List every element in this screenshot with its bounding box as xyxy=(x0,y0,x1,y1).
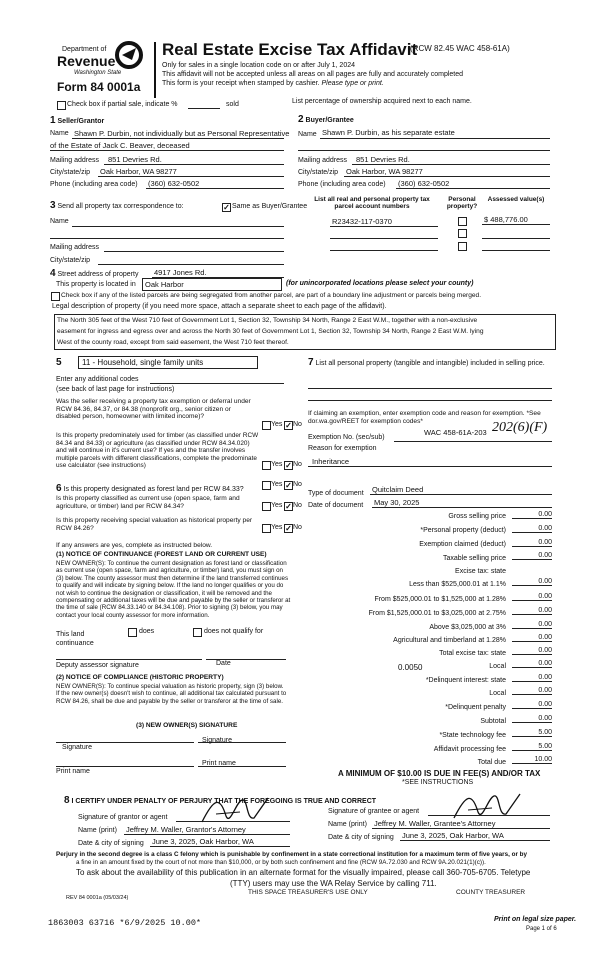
accessibility-line-1: To ask about the availability of this publication in an alternate format for the visually impaired, please call 360-705-6705. Teletype xyxy=(76,868,531,877)
s5-q2-no-checkbox[interactable]: ✓ xyxy=(285,461,292,470)
section-7-text: List all personal property (tangible and intangible) included in selling price. xyxy=(315,360,545,367)
tax-label-taxable: Taxable selling price xyxy=(442,555,506,562)
corr-mailing-label: Mailing address xyxy=(50,244,100,251)
reason-value[interactable]: Inheritance xyxy=(312,457,350,466)
dept-line1: Department of xyxy=(62,46,107,53)
grantee-date[interactable]: June 3, 2025, Oak Harbor, WA xyxy=(402,831,504,840)
treasurer-use-label: THIS SPACE TREASURER'S USE ONLY xyxy=(248,889,368,896)
page-title: Real Estate Excise Tax Affidavit xyxy=(162,40,418,59)
grantor-name-label: Name (print) xyxy=(78,827,117,834)
land-does-label: does xyxy=(139,628,155,635)
continuance-text: NEW OWNER(S): To continue the current designation as forest land or classification as current use (open space, farm and agriculture, or timber) land, you must sign on (3) below. The county assessor must then determine if the land transferred continues to qualify and will indicate by signing below. If the land no longer qualifies or you do not wish to continue the designation or classification, it will be removed and the compensating or additional taxes will be due and payable by the seller or transferor at the time of sale (RCW 84.33.140 or 84.34.108). Prior to signing (3) below, you may contact your local county assessor for more information. xyxy=(56,560,291,619)
tax-label-delinq-penalty: *Delinquent penalty xyxy=(445,704,506,711)
tax-label-tier2: From $525,000.01 to $1,525,000 at 1.28% xyxy=(374,596,506,603)
buyer-name-label: Name xyxy=(298,131,317,138)
notice-2: This affidavit will not be accepted unless all areas on all pages are fully and accurately completed xyxy=(162,71,464,78)
partial-sold-label: sold xyxy=(226,101,239,108)
exemption-handwritten: 202(6)(F) xyxy=(492,420,548,435)
compliance-heading: (2) NOTICE OF COMPLIANCE (HISTORIC PROPERTY) xyxy=(56,674,224,681)
notice-3-italic: Please type or print. xyxy=(321,80,384,87)
s6-instructions: If any answers are yes, complete as instructed below. xyxy=(56,542,213,549)
buyer-heading xyxy=(298,114,354,125)
county-treasurer-label: COUNTY TREASURER xyxy=(456,889,526,896)
accessibility-line-2: (TTY) users may use the WA Relay Service by calling 711. xyxy=(230,879,437,888)
tax-value-local[interactable]: 0.00 xyxy=(512,660,552,668)
doc-date[interactable]: May 30, 2025 xyxy=(374,498,420,507)
new-owner-signature-label-2: Signature xyxy=(202,737,232,744)
corr-name-label: Name xyxy=(50,218,69,225)
grantor-date-label: Date & city of signing xyxy=(78,840,144,847)
tax-value-exemption[interactable]: 0.00 xyxy=(512,539,552,547)
s6-q1-no-checkbox[interactable]: ✓ xyxy=(285,481,292,490)
exemption-no-label: Exemption No. (sec/sub) xyxy=(308,434,385,441)
correspondence-heading-text: Send all property tax correspondence to: xyxy=(57,203,184,210)
land-does-not-checkbox[interactable] xyxy=(193,628,202,637)
exemption-no[interactable]: WAC 458-61A-203 xyxy=(424,428,487,437)
deputy-date-label: Date xyxy=(216,660,231,667)
tax-value-tier3[interactable]: 0.00 xyxy=(512,607,552,615)
grantee-sig-label: Signature of grantee or agent xyxy=(328,808,420,815)
new-owner-sig-heading: (3) NEW OWNER(S) SIGNATURE xyxy=(136,722,238,729)
property-heading-num: 4 xyxy=(50,268,56,279)
header-divider xyxy=(154,42,156,98)
doc-date-label: Date of document xyxy=(308,502,364,509)
s6-q1: Is this property designated as forest land per RCW 84.33? xyxy=(63,486,244,493)
buyer-heading-text: Buyer/Grantee xyxy=(305,117,354,124)
section-6-num: 6 xyxy=(56,483,62,494)
tax-value-delinq-penalty[interactable]: 0.00 xyxy=(512,701,552,709)
legal-description-field[interactable] xyxy=(54,314,556,350)
parcel-number[interactable]: R23432-117-0370 xyxy=(332,217,392,226)
tax-label-total-due: Total due xyxy=(477,759,506,766)
property-street-label: Street address of property xyxy=(57,271,139,278)
form-number: Form 84 0001a xyxy=(57,80,141,94)
doc-type-label: Type of document xyxy=(308,490,364,497)
buyer-mailing[interactable]: 851 Devries Rd. xyxy=(356,155,410,164)
tax-label-personal: *Personal property (deduct) xyxy=(420,527,506,534)
additional-codes-note: (see back of last page for instructions) xyxy=(56,386,175,393)
tax-label-tech-fee: *State technology fee xyxy=(439,732,506,739)
tax-label-delinq-int-state: *Delinquent interest: state xyxy=(425,677,506,684)
s6-q2: Is this property classified as current use (open space, farm and agriculture, or timber) land per RCW 84.34? xyxy=(56,495,240,510)
grantee-date-label: Date & city of signing xyxy=(328,834,394,841)
correspondence-heading xyxy=(50,200,184,211)
dept-line3: Washington State xyxy=(74,70,122,76)
section-7-num: 7 xyxy=(308,357,314,368)
seller-phone[interactable]: (360) 632-0502 xyxy=(148,179,200,188)
seller-heading xyxy=(50,115,104,126)
s6-q3-yes-checkbox[interactable] xyxy=(262,524,271,533)
unincorporated-note: (for unincorporated locations please select your county) xyxy=(286,280,474,287)
land-does-checkbox[interactable] xyxy=(128,628,137,637)
seller-phone-label: Phone (including area code) xyxy=(50,181,138,188)
tax-label-local: Local xyxy=(489,663,506,670)
tax-value-taxable[interactable]: 0.00 xyxy=(512,552,552,560)
section-8-num: 8 xyxy=(64,795,70,806)
buyer-name[interactable]: Shawn P. Durbin, as his separate estate xyxy=(322,128,455,137)
tax-label-tier4: Above $3,025,000 at 3% xyxy=(429,624,506,631)
partial-sale-label: Check box if partial sale, indicate % xyxy=(67,101,178,108)
compliance-text: NEW OWNER(S): To continue special valuation as historic property, sign (3) below. If the new owner(s) doesn't wish to continue, all additional tax calculated pursuant to RCW 84.26, shall be due and payable by the seller or transferor at the time of sale. xyxy=(56,683,287,705)
personal-property-checkbox-1[interactable] xyxy=(458,217,467,226)
tax-value-agri[interactable]: 0.00 xyxy=(512,634,552,642)
s6-q3-no-checkbox[interactable]: ✓ xyxy=(285,524,292,533)
personal-property-field[interactable] xyxy=(308,388,552,389)
seller-city-label: City/state/zip xyxy=(50,169,91,176)
seller-heading-num: 1 xyxy=(50,115,56,126)
land-label: This land xyxy=(56,631,85,638)
tax-value-tier2[interactable]: 0.00 xyxy=(512,593,552,601)
tax-label-subtotal: Subtotal xyxy=(480,718,506,725)
section-7-heading xyxy=(308,358,552,368)
legal-paper-note: Print on legal size paper. xyxy=(494,916,577,923)
property-location-select[interactable] xyxy=(142,278,282,291)
s6-q2-yes-checkbox[interactable] xyxy=(262,502,271,511)
tax-label-total-state: Total excise tax: state xyxy=(439,650,506,657)
ownership-note: List percentage of ownership acquired next to each name. xyxy=(292,98,472,105)
s6-q2-no-checkbox[interactable]: ✓ xyxy=(285,502,292,511)
notice-1: Only for sales in a single location code on or after July 1, 2024 xyxy=(162,62,355,69)
grantor-date[interactable]: June 3, 2025, Oak Harbor, WA xyxy=(152,837,254,846)
buyer-phone-label: Phone (including area code) xyxy=(298,181,386,188)
property-street-row xyxy=(50,268,138,279)
doc-type[interactable]: Quitclaim Deed xyxy=(372,485,424,494)
buyer-heading-num: 2 xyxy=(298,114,304,125)
tax-value-tier4[interactable]: 0.00 xyxy=(512,621,552,629)
grantee-name[interactable]: Jeffrey M. Waller, Grantee's Attorney xyxy=(374,819,496,828)
continuance-heading: (1) NOTICE OF CONTINUANCE (FOREST LAND OR CURRENT USE) xyxy=(56,551,267,558)
perjury-line-2: a fine in an amount fixed by the court of not more than $10,000, or by both such confinement and fine (RCW 9A.72.030 and RCW 9A.20.021(1)(c)). xyxy=(76,859,486,866)
personal-property-col-header: Personal property? xyxy=(446,196,478,210)
section-8-text: I CERTIFY UNDER PENALTY OF PERJURY THAT THE FOREGOING IS TRUE AND CORRECT xyxy=(71,798,377,805)
perjury-line-1 xyxy=(56,851,527,858)
minimum-due-note: A MINIMUM OF $10.00 IS DUE IN FEE(S) AND/OR TAX xyxy=(338,769,541,778)
same-as-buyer-checkbox[interactable]: ✓ xyxy=(223,203,230,212)
tax-value-affidavit-fee[interactable]: 5.00 xyxy=(512,743,552,751)
grantee-name-label: Name (print) xyxy=(328,821,367,828)
tax-value-total-state[interactable]: 0.00 xyxy=(512,647,552,655)
s6-q1-row xyxy=(56,483,244,494)
partial-sale-checkbox[interactable] xyxy=(57,101,66,110)
notice-3 xyxy=(162,80,384,87)
tax-value-tech-fee[interactable]: 5.00 xyxy=(512,729,552,737)
tax-value-delinq-int-state[interactable]: 0.00 xyxy=(512,674,552,682)
s6-q1-yes-label: Yes xyxy=(271,481,283,488)
assessed-value-col-header: Assessed value(s) xyxy=(487,196,545,203)
tax-value-total-due[interactable]: 10.00 xyxy=(512,756,552,764)
land-does-not-label: does not qualify for xyxy=(204,628,264,635)
buyer-city-label: City/state/zip xyxy=(298,169,339,176)
dept-line2: Revenue xyxy=(57,53,116,69)
cashier-stamp: 1863003 63716 *6/9/2025 10.00* xyxy=(48,918,202,928)
section-5-num: 5 xyxy=(56,357,62,368)
grantor-name[interactable]: Jeffrey M. Waller, Grantor's Attorney xyxy=(126,825,246,834)
tax-label-exemption: Exemption claimed (deduct) xyxy=(419,541,506,548)
tax-label-excise-state: Excise tax: state xyxy=(455,568,506,575)
s6-q1-no-label: No xyxy=(293,481,302,488)
seller-city[interactable]: Oak Harbor, WA 98277 xyxy=(100,167,177,176)
s6-q1-yes-checkbox[interactable] xyxy=(262,481,271,490)
page-number: Page 1 of 6 xyxy=(526,926,557,932)
tax-label-gross: Gross selling price xyxy=(448,513,506,520)
tax-value-personal[interactable]: 0.00 xyxy=(512,525,552,533)
personal-property-checkbox-2[interactable] xyxy=(458,229,467,238)
rev-code: REV 84 0001a (05/03/24) xyxy=(66,895,129,901)
s5-q1-no-label: No xyxy=(293,421,302,428)
s5-q2: Is this property predominately used for timber (as classified under RCW 84.34 and 84.33) or agriculture (as classified under RCW 84.34.020) and will continue in it's current use? If yes and the transfer involves multiple parcels with different classifications, complete the predominate use calculator (see instructions) xyxy=(56,432,259,469)
tax-label-affidavit-fee: Affidavit processing fee xyxy=(433,746,506,753)
tax-value-tier1[interactable]: 0.00 xyxy=(512,578,552,586)
s6-q3: Is this property receiving special valuation as historical property per RCW 84.26? xyxy=(56,517,253,532)
property-located-label: This property is located in xyxy=(56,281,136,288)
title-rcw: (RCW 82.45 WAC 458-61A) xyxy=(410,44,510,53)
tax-label-delinq-int-local: Local xyxy=(489,690,506,697)
exemption-note: If claiming an exemption, enter exemption code and reason for exemption. *See dor.wa.gov/REET for exemption codes* xyxy=(308,410,541,425)
s6-q3-no-label: No xyxy=(293,524,302,531)
personal-property-checkbox-3[interactable] xyxy=(458,242,467,251)
s5-q1-yes-checkbox[interactable] xyxy=(262,421,271,430)
legal-line-2: easement for ingress and egress over and across the North 30 feet of Government Lot 1, Section 32, Township 34 North, Range 2 East W.M. lying xyxy=(57,328,484,335)
buyer-phone[interactable]: (360) 632-0502 xyxy=(398,179,450,188)
see-instructions-note: *SEE INSTRUCTIONS xyxy=(402,779,474,786)
seller-mailing-label: Mailing address xyxy=(50,157,100,164)
parcel-col-header: List all real and personal property tax parcel account numbers xyxy=(314,196,430,210)
buyer-mailing-label: Mailing address xyxy=(298,157,348,164)
s6-q2-no-label: No xyxy=(293,502,302,509)
tax-label-agri: Agricultural and timberland at 1.28% xyxy=(393,637,506,644)
legal-line-3: West of the county road, except from said easement, the West 710 feet thereof. xyxy=(57,339,289,346)
s6-q3-yes-label: Yes xyxy=(271,524,283,531)
assessed-value[interactable]: $ 488,776.00 xyxy=(484,215,528,224)
partial-percent-field[interactable] xyxy=(188,108,220,109)
tax-label-tier3: From $1,525,000.01 to $3,025,000 at 2.75% xyxy=(368,610,506,617)
seller-mailing[interactable]: 851 Devries Rd. xyxy=(108,155,162,164)
new-owner-signature-label-1: Signature xyxy=(62,744,92,751)
s5-q2-yes-label: Yes xyxy=(271,461,283,468)
s5-q2-no-label: No xyxy=(293,461,302,468)
additional-codes-field[interactable] xyxy=(150,383,284,384)
legal-line-1: The North 305 feet of the West 710 feet of Government Lot 1, Section 32, Township 34 North, Range 2 East W.M., together with a non-exclusive xyxy=(57,317,478,324)
corr-city-label: City/state/zip xyxy=(50,257,91,264)
tax-value-gross[interactable]: 0.00 xyxy=(512,511,552,519)
local-rate: 0.0050 xyxy=(398,663,423,672)
land-use-value: 11 - Household, single family units xyxy=(82,358,204,367)
tax-value-subtotal[interactable]: 0.00 xyxy=(512,715,552,723)
grantor-sig-label: Signature of grantor or agent xyxy=(78,814,168,821)
s5-q1-no-checkbox[interactable]: ✓ xyxy=(285,421,292,430)
buyer-city[interactable]: Oak Harbor, WA 98277 xyxy=(346,167,423,176)
revenue-logo-icon xyxy=(112,40,146,70)
new-owner-print-label-2: Print name xyxy=(202,760,236,767)
seller-name-2[interactable]: of the Estate of Jack C. Beaver, deceased xyxy=(50,141,190,150)
segregated-note: Check box if any of the listed parcels are being segregated from another parcel, are part of a boundary line adjustment or parcels being merged. xyxy=(61,292,482,299)
reason-label: Reason for exemption xyxy=(308,445,377,452)
land-use-select[interactable] xyxy=(78,356,258,369)
tax-value-delinq-int-local[interactable]: 0.00 xyxy=(512,687,552,695)
same-as-buyer-label: Same as Buyer/Grantee xyxy=(232,203,308,210)
seller-heading-text: Seller/Grantor xyxy=(57,118,105,125)
continuance-label: continuance xyxy=(56,640,94,647)
property-street[interactable]: 4917 Jones Rd. xyxy=(154,268,207,277)
s5-q2-yes-checkbox[interactable] xyxy=(262,461,271,470)
legal-desc-label: Legal description of property (if you need more space, attach a separate sheet to each page of the affidavit). xyxy=(52,303,387,310)
seller-name-label: Name xyxy=(50,130,69,137)
correspondence-heading-num: 3 xyxy=(50,200,56,211)
deputy-signature-label: Deputy assessor signature xyxy=(56,662,139,669)
s5-q1-yes-label: Yes xyxy=(271,421,283,428)
s6-q2-yes-label: Yes xyxy=(271,502,283,509)
property-location-value: Oak Harbor xyxy=(145,280,184,289)
s5-q1: Was the seller receiving a property tax exemption or deferral under RCW 84.36, 84.37, or 84.38 (nonprofit org., senior citizen or disabled person, homeowner with limited income)? xyxy=(56,398,251,420)
perjury-text-1: Perjury in the second degree is a class C felony which is punishable by confinement in a state correctional institution for a maximum term of five years, or by xyxy=(56,851,527,858)
segregated-checkbox[interactable] xyxy=(51,292,60,301)
notice-3-plain: This form is your receipt when stamped by cashier. xyxy=(162,80,322,87)
seller-name[interactable]: Shawn P. Durbin, not individually but as Personal Representative xyxy=(74,129,290,138)
new-owner-print-label-1: Print name xyxy=(56,768,90,775)
tax-label-tier1: Less than $525,000.01 at 1.1% xyxy=(409,581,506,588)
additional-codes-label: Enter any additional codes xyxy=(56,376,139,383)
